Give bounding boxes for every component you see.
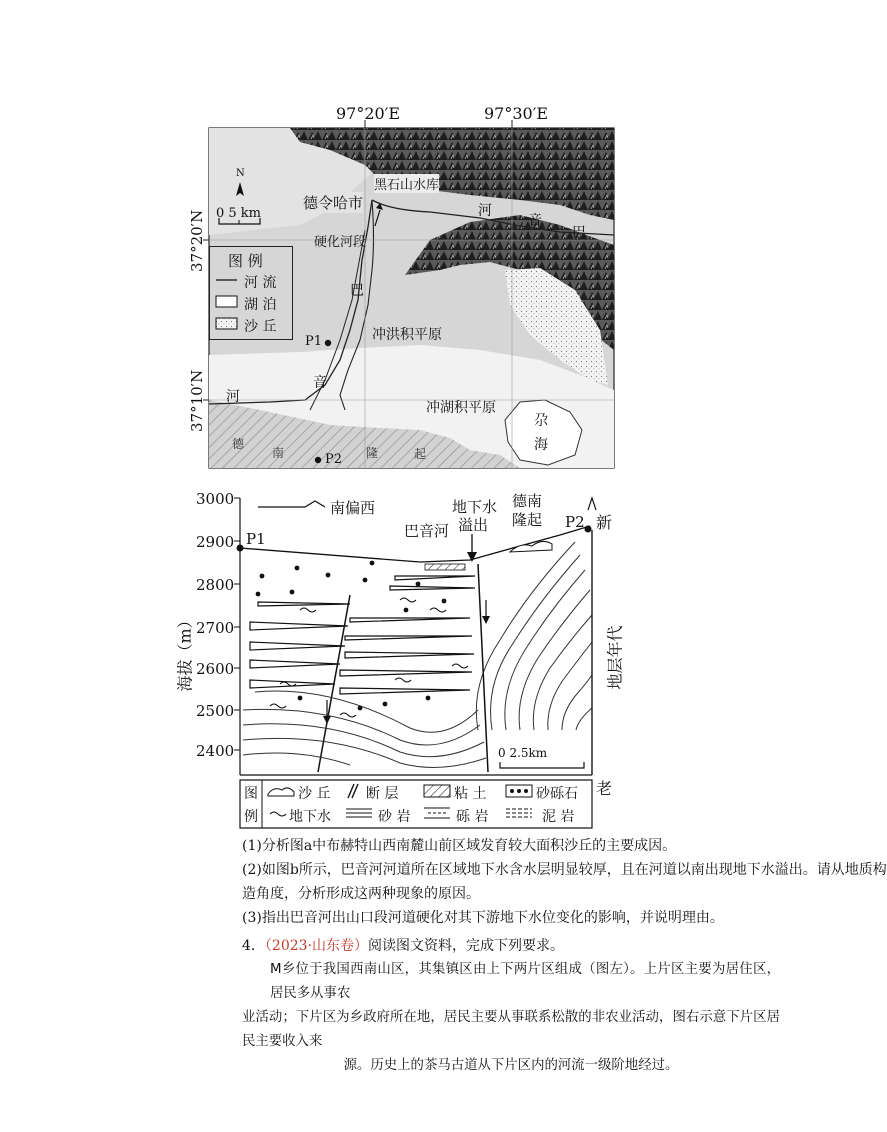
uplift-char: 起 bbox=[414, 447, 427, 461]
uplift-char: 德 bbox=[232, 437, 245, 451]
y-tick: 2400 bbox=[196, 742, 235, 760]
y-tick: 2800 bbox=[196, 576, 235, 594]
map-figure bbox=[0, 0, 800, 480]
reservoir-label: 黑石山水库 bbox=[374, 174, 439, 193]
question-2-line-2: 造角度，分析形成这两种现象的原因。 bbox=[242, 886, 480, 902]
problem-instruction: 阅读图文资料，完成下列要求。 bbox=[368, 938, 565, 954]
lake-label: 尕 bbox=[534, 413, 548, 429]
river-label: 巴音河 bbox=[404, 522, 450, 540]
y-tick: 3000 bbox=[196, 490, 235, 508]
problem-4-heading bbox=[242, 934, 564, 958]
legend-river: 河 流 bbox=[244, 275, 277, 291]
y-tick: 2700 bbox=[196, 619, 235, 637]
point-p2-label: P2 bbox=[325, 452, 343, 467]
direction-label: 南偏西 bbox=[330, 499, 376, 517]
paragraph-line: M乡位于我国西南山区，其集镇区由上下两片区组成（图左）。上片区主要为居住区，居民多从事农 bbox=[270, 962, 780, 1001]
map-scale-label: 0 5 km bbox=[216, 206, 262, 221]
uplift-label-1: 德南 bbox=[512, 492, 543, 510]
city-label: 德令哈市 bbox=[303, 194, 364, 212]
overflow-label-2: 溢出 bbox=[458, 516, 489, 534]
alluvial-plain-label: 冲洪积平原 bbox=[372, 327, 442, 343]
question-3: (3)指出巴音河出山口段河道硬化对其下游地下水位变化的影响，并说明理由。 bbox=[242, 910, 724, 926]
map-graphic bbox=[0, 0, 800, 480]
longitude-label-1: 97°20′E bbox=[336, 104, 401, 123]
overflow-label-1: 地下水 bbox=[452, 498, 498, 516]
section-scale-label: 0 2.5km bbox=[498, 746, 548, 760]
y-tick: 2500 bbox=[196, 702, 235, 720]
legend-lake: 湖 泊 bbox=[244, 297, 277, 313]
y-tick: 2600 bbox=[196, 660, 235, 678]
legend-label: 图 bbox=[244, 786, 258, 802]
cross-section-figure bbox=[0, 480, 800, 830]
legend-item: 粘 土 bbox=[454, 786, 487, 802]
latitude-label-2: 37°10′N bbox=[188, 369, 206, 432]
old-label: 老 bbox=[596, 779, 613, 798]
y-tick: 2900 bbox=[196, 533, 235, 551]
new-label: 新 bbox=[596, 513, 613, 532]
uplift-char: 南 bbox=[272, 446, 285, 460]
strata-age-label: 地层年代 bbox=[605, 625, 625, 690]
paragraph-line: 源。历史上的茶马古道从下片区内的河流一级阶地经过。 bbox=[343, 1058, 679, 1073]
section-p2-label: P2 bbox=[565, 513, 585, 531]
problem-4-paragraph bbox=[242, 958, 780, 1078]
lake-label: 海 bbox=[534, 437, 548, 453]
hardened-section-label: 硬化河段 bbox=[314, 235, 367, 250]
river-char: 河 bbox=[226, 389, 240, 405]
legend-title: 图 例 bbox=[228, 252, 263, 270]
y-axis-label: 海拔（m） bbox=[175, 612, 195, 692]
legend-label: 例 bbox=[244, 809, 258, 825]
uplift-label-2: 隆起 bbox=[512, 511, 543, 529]
north-arrow-label: N bbox=[236, 168, 245, 179]
lacustrine-plain-label: 冲湖积平原 bbox=[426, 400, 496, 416]
legend-item: 断 层 bbox=[366, 786, 399, 802]
legend-dune: 沙 丘 bbox=[244, 319, 277, 335]
legend-item: 地下水 bbox=[289, 809, 331, 825]
legend-item: 泥 岩 bbox=[542, 809, 575, 825]
river-char: 巴 bbox=[350, 283, 364, 299]
river-char: 巴 bbox=[572, 225, 586, 241]
section-p1-label: P1 bbox=[246, 530, 266, 548]
cross-section-graphic bbox=[0, 480, 800, 830]
legend-item: 沙 丘 bbox=[298, 786, 331, 802]
legend-item: 砾 岩 bbox=[456, 809, 489, 825]
question-1: (1)分析图a中布赫特山西南麓山前区域发育较大面积沙丘的主要成因。 bbox=[242, 838, 677, 854]
legend-item: 砂 岩 bbox=[378, 809, 411, 825]
river-char: 河 bbox=[478, 203, 492, 219]
problem-source: （2023·山东卷） bbox=[264, 938, 369, 954]
uplift-char: 隆 bbox=[366, 446, 379, 460]
paragraph-line: 业活动；下片区为乡政府所在地，居民主要从事联系松散的非农业活动，图右示意下片区居民主要收入来 bbox=[242, 1010, 780, 1049]
question-2-line-1: (2)如图b所示，巴音河河道所在区域地下水含水层明显较厚，且在河道以南出现地下水溢出。请从地质构 bbox=[242, 862, 887, 878]
river-char: 音 bbox=[528, 213, 542, 229]
legend-item: 砂砾石 bbox=[536, 786, 578, 802]
point-p1-label: P1 bbox=[305, 334, 323, 349]
longitude-label-2: 97°30′E bbox=[484, 104, 549, 123]
problem-number: 4． bbox=[242, 938, 265, 954]
latitude-label-1: 37°20′N bbox=[188, 209, 206, 272]
river-char: 音 bbox=[313, 375, 327, 391]
